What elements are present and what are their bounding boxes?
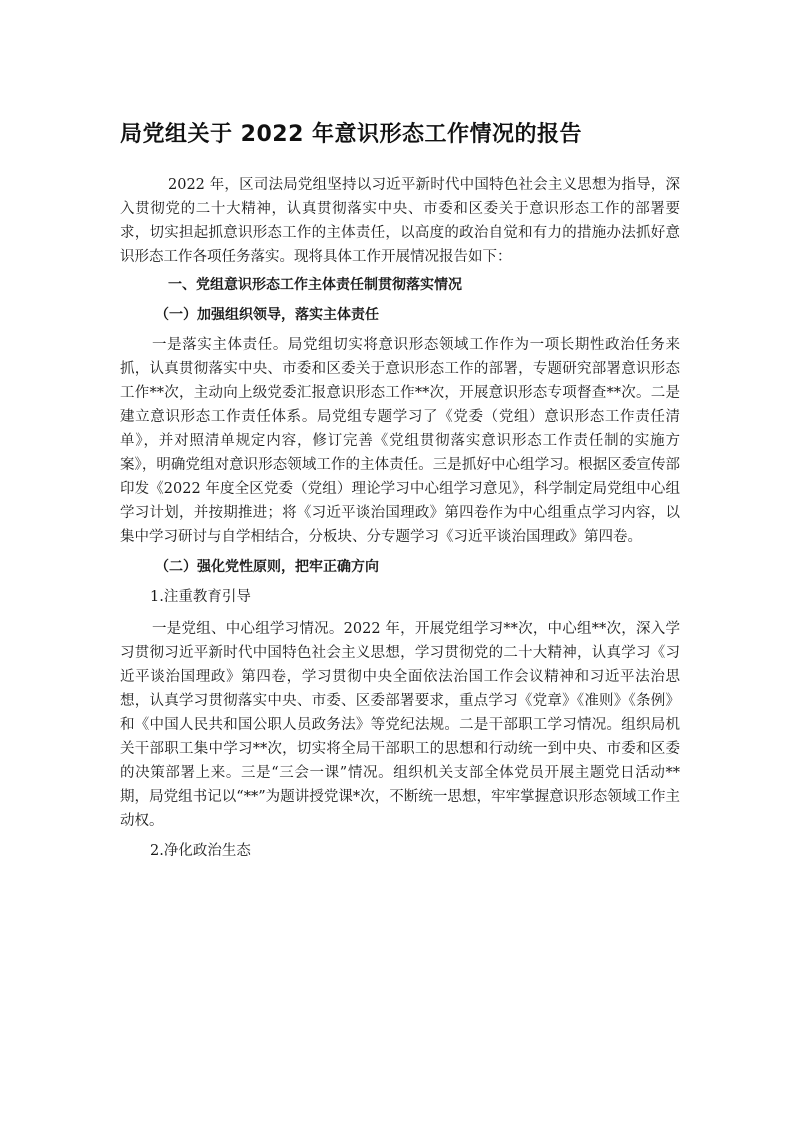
item-heading-1: 1.注重教育引导 — [150, 589, 251, 605]
item-1-paragraph: 一是党组、中心组学习情况。2022 年，开展党组学习**次，中心组**次，深入学习贯彻习近平新时代中国特色社会主义思想，学习贯彻党的二十大精神，认真学习《习近平谈治国理政》第四卷，学习贯彻中央全面依法治国工作会议精神和习近平法治思想，认真学习贯彻落实中央、市委、区委部署要求，重点学习《党章》《准则》《条例》和《中国人民共和国公职人员政务法》等党纪法规。二是干部职工学习情况。组织局机关干部职工集中学习**次，切实将全局干部职工的思想和行动统一到中央、市委和区委的决策部署上来。三是“三会一课”情况。组织机关支部全体党员开展主题党日活动**期，局党组书记以“**”为题讲授党课*次，不断统一思想，牢牢掌握意识形态领域工作主动权。 — [120, 621, 680, 829]
subsection-1-paragraph: 一是落实主体责任。局党组切实将意识形态领域工作作为一项长期性政治任务来抓，认真贯彻落实中央、市委和区委关于意识形态工作的部署，专题研究部署意识形态工作**次，主动向上级党委汇报意识形态工作**次，开展意识形态专项督查**次。二是建立意识形态工作责任体系。局党组专题学习了《党委（党组）意识形态工作责任清单》，并对照清单规定内容，修订完善《党组贯彻落实意识形态工作责任制的实施方案》，明确党组对意识形态领域工作的主体责任。三是抓好中心组学习。根据区委宣传部印发《2022 年度全区党委（党组）理论学习中心组学习意见》，科学制定局党组中心组学习计划，并按期推进；将《习近平谈治国理政》第四卷作为中心组重点学习内容，以集中学习研讨与自学相结合，分板块、分专题学习《习近平谈治国理政》第四卷。 — [120, 337, 680, 545]
subsection-heading-1: （一）加强组织领导，落实主体责任 — [155, 307, 379, 323]
section-heading-1: 一、党组意识形态工作主体责任制贯彻落实情况 — [168, 277, 462, 293]
subsection-heading-2: （二）强化党性原则，把牢正确方向 — [155, 559, 379, 575]
document-title: 局党组关于 2022 年意识形态工作情况的报告 — [120, 122, 583, 147]
intro-paragraph: 2022 年，区司法局党组坚持以习近平新时代中国特色社会主义思想为指导，深入贯彻党的二十大精神，认真贯彻落实中央、市委和区委关于意识形态工作的部署要求，切实担起抓意识形态工作的主体责任，以高度的政治自觉和有力的措施办法抓好意识形态工作各项任务落实。现将具体工作开展情况报告如下： — [120, 177, 680, 265]
item-heading-2: 2.净化政治生态 — [150, 843, 251, 859]
document-body — [120, 173, 680, 871]
